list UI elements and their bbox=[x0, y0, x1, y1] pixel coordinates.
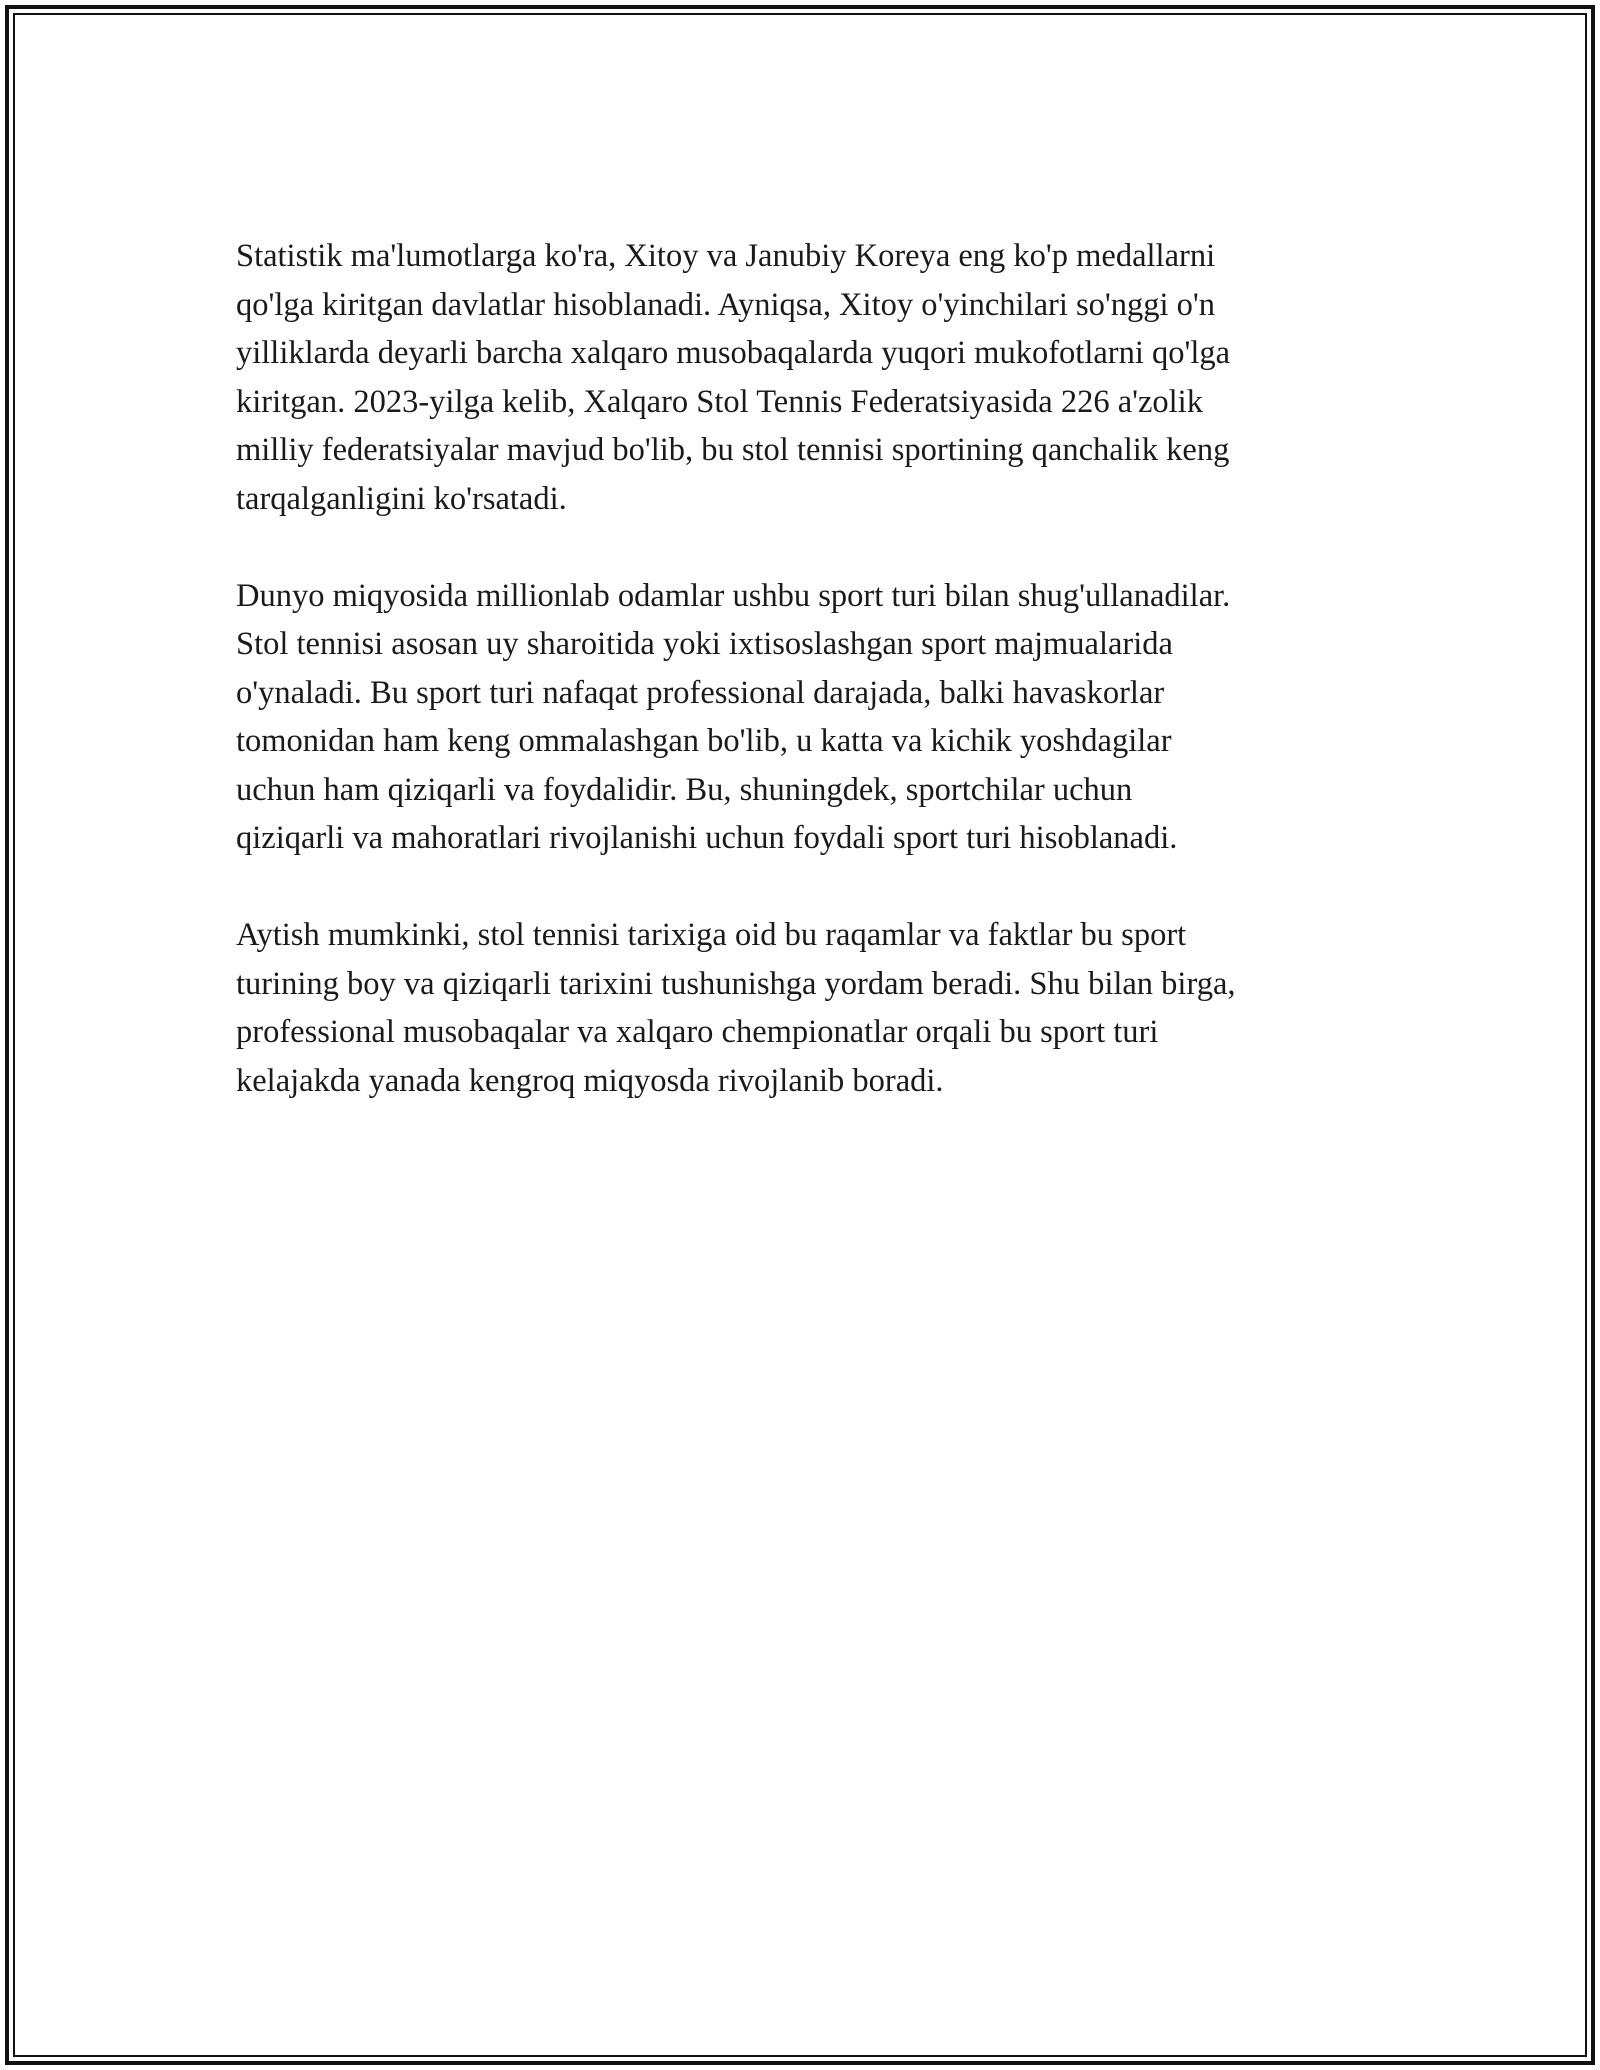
paragraph-line: professional musobaqalar va xalqaro chempionatlar orqali bu sport turi bbox=[236, 1014, 1159, 1050]
paragraph-line: tomonidan ham keng ommalashgan bo'lib, u katta va kichik yoshdagilar bbox=[236, 723, 1172, 759]
paragraph-line: tarqalganligini ko'rsatadi. bbox=[236, 480, 567, 517]
paragraph-line: Stol tennisi asosan uy sharoitida yoki ixtisoslashgan sport majmualarida bbox=[236, 626, 1173, 662]
document-body bbox=[236, 232, 1386, 1154]
paragraph-1 bbox=[236, 232, 1386, 523]
paragraph-line: Statistik ma'lumotlarga ko'ra, Xitoy va Janubiy Koreya eng ko'p medallarni bbox=[236, 238, 1216, 274]
paragraph-line: qiziqarli va mahoratlari rivojlanishi uchun foydali sport turi hisoblanadi. bbox=[236, 820, 1178, 856]
paragraph-line: o'ynaladi. Bu sport turi nafaqat professional darajada, balki havaskorlar bbox=[236, 674, 1165, 711]
paragraph-2 bbox=[236, 572, 1386, 863]
paragraph-line: kiritgan. 2023-yilga kelib, Xalqaro Stol Tennis Federatsiyasida 226 a'zolik bbox=[236, 383, 1203, 420]
paragraph-line: Aytish mumkinki, stol tennisi tarixiga oid bu raqamlar va faktlar bu sport bbox=[236, 917, 1187, 953]
paragraph-line: kelajakda yanada kengroq miqyosda rivojlanib boradi. bbox=[236, 1062, 944, 1099]
paragraph-3 bbox=[236, 911, 1386, 1105]
paragraph-line: yilliklarda deyarli barcha xalqaro musobaqalarda yuqori mukofotlarni qo'lga bbox=[236, 335, 1231, 371]
paragraph-line: turining boy va qiziqarli tarixini tushunishga yordam beradi. Shu bilan birga, bbox=[236, 965, 1236, 1002]
paragraph-line: milliy federatsiyalar mavjud bo'lib, bu stol tennisi sportining qanchalik keng bbox=[236, 432, 1230, 468]
paragraph-line: qo'lga kiritgan davlatlar hisoblanadi. Ayniqsa, Xitoy o'yinchilari so'nggi o'n bbox=[236, 286, 1216, 323]
paragraph-line: Dunyo miqyosida millionlab odamlar ushbu sport turi bilan shug'ullanadilar. bbox=[236, 577, 1231, 614]
paragraph-line: uchun ham qiziqarli va foydalidir. Bu, shuningdek, sportchilar uchun bbox=[236, 771, 1133, 808]
